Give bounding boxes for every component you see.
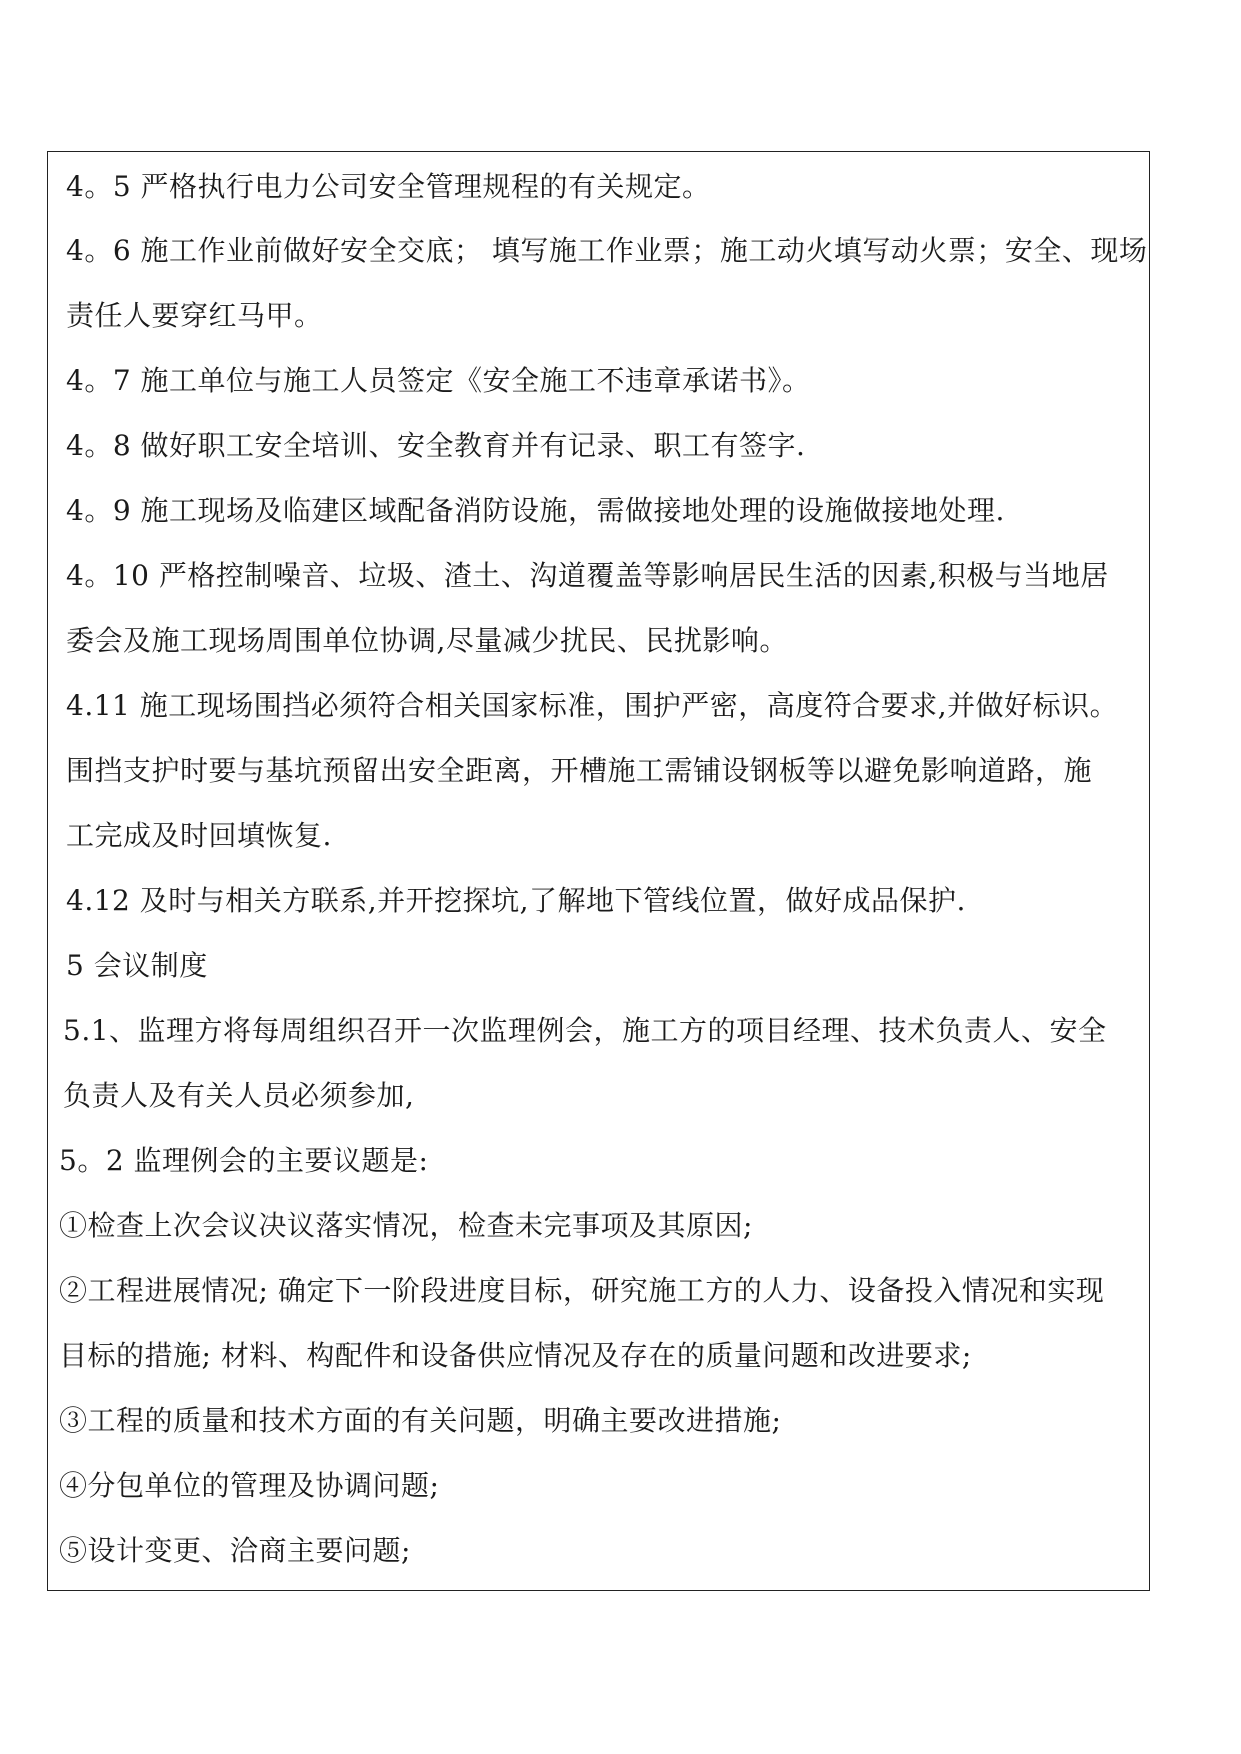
text-line: 目标的措施; 材料、构配件和设备供应情况及存在的质量问题和改进要求; — [59, 1339, 972, 1372]
list-item: ④分包单位的管理及协调问题; — [59, 1469, 440, 1502]
text-line: 4.12 及时与相关方联系,并开挖探坑,了解地下管线位置，做好成品保护. — [66, 884, 966, 917]
text-line: 5。2 监理例会的主要议题是: — [59, 1144, 429, 1177]
list-item: ②工程进展情况; 确定下一阶段进度目标，研究施工方的人力、设备投入情况和实现 — [59, 1274, 1105, 1307]
text-line: 责任人要穿红马甲。 — [66, 299, 323, 332]
text-line: 负责人及有关人员必须参加, — [63, 1079, 415, 1112]
list-item: ⑤设计变更、洽商主要问题; — [59, 1534, 411, 1567]
text-line: 4。8 做好职工安全培训、安全教育并有记录、职工有签字. — [66, 429, 806, 462]
text-line: 围挡支护时要与基坑预留出安全距离，开槽施工需铺设钢板等以避免影响道路，施 — [66, 754, 1093, 787]
text-line: 4。7 施工单位与施工人员签定《安全施工不违章承诺书》。 — [66, 364, 811, 397]
text-line: 4。9 施工现场及临建区域配备消防设施，需做接地处理的设施做接地处理. — [66, 494, 1005, 527]
text-line: 4。5 严格执行电力公司安全管理规程的有关规定。 — [66, 170, 711, 203]
text-line: 4。6 施工作业前做好安全交底； 填写施工作业票；施工动火填写动火票；安全、现场 — [66, 234, 1148, 267]
text-line: 4。10 严格控制噪音、垃圾、渣土、沟道覆盖等影响居民生活的因素,积极与当地居 — [66, 559, 1109, 592]
list-item: ③工程的质量和技术方面的有关问题，明确主要改进措施; — [59, 1404, 782, 1437]
section-heading: 5 会议制度 — [66, 949, 208, 982]
text-line: 5.1、监理方将每周组织召开一次监理例会，施工方的项目经理、技术负责人、安全 — [63, 1014, 1107, 1047]
document-frame — [47, 151, 1150, 1591]
text-line: 4.11 施工现场围挡必须符合相关国家标准，围护严密，高度符合要求,并做好标识。 — [66, 689, 1119, 722]
text-line: 工完成及时回填恢复. — [66, 819, 332, 852]
text-line: 委会及施工现场周围单位协调,尽量减少扰民、民扰影响。 — [66, 624, 788, 657]
list-item: ①检查上次会议决议落实情况，检查未完事项及其原因; — [59, 1209, 753, 1242]
